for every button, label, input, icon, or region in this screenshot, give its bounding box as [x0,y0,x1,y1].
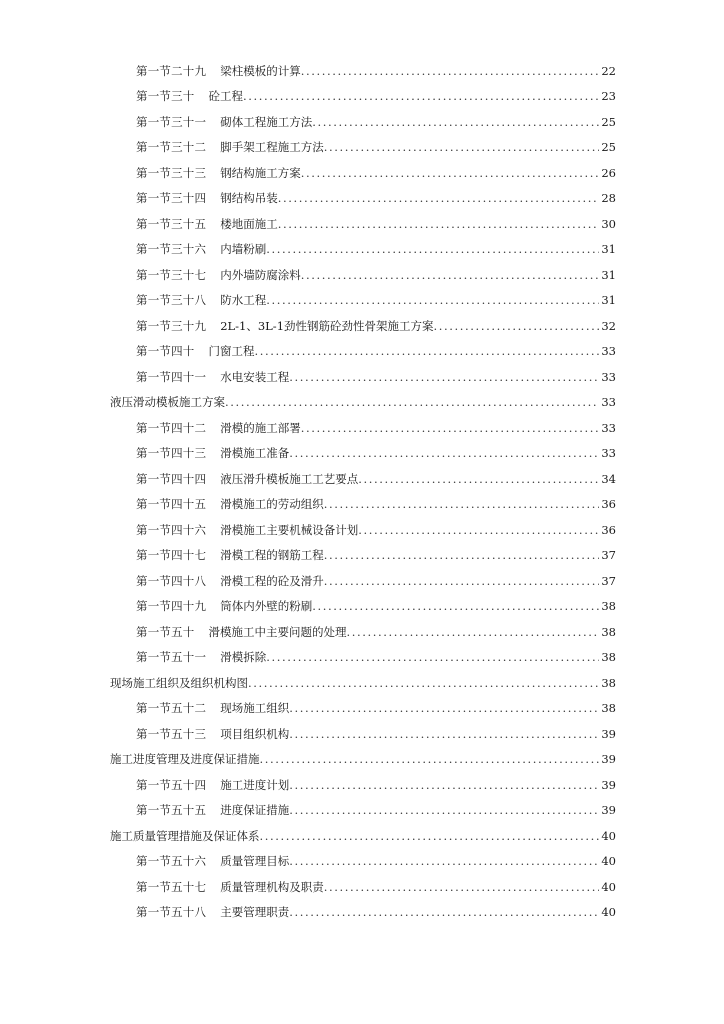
toc-entry-line [136,598,616,614]
toc-section-title: 滑模工程的钢筋工程 [220,548,324,563]
toc-entry[interactable] [0,313,724,339]
toc-entry-line [136,802,616,818]
toc-section-number: 第一节四十一 [136,369,207,384]
dot-leader [289,446,599,460]
dot-leader [324,880,600,894]
toc-entry[interactable] [0,696,724,722]
toc-entry-line [136,318,616,334]
toc-section-title: 内外墙防腐涂料 [220,267,301,282]
toc-page-number: 37 [601,573,616,588]
toc-section-title: 钢结构吊装 [220,191,278,206]
toc-entry[interactable] [0,772,724,798]
toc-entry-line [136,292,616,308]
toc-section-number: 第一节四十八 [136,573,207,588]
toc-section-title: 脚手架工程施工方法 [220,140,324,155]
toc-section-number: 第一节四十二 [136,420,207,435]
dot-leader [260,829,600,843]
toc-entry-line [136,420,616,436]
toc-entry-line [110,751,616,767]
toc-page-number: 33 [601,420,616,435]
toc-page-number: 31 [601,293,616,308]
toc-section-title: 滑模工程的砼及滑升 [220,573,324,588]
toc-section-title: 梁柱模板的计算 [220,63,301,78]
toc-page-number: 38 [601,650,616,665]
toc-section-title: 项目组织机构 [220,726,290,741]
toc-section-title: 质量管理机构及职责 [220,879,324,894]
toc-section-number: 第一节五十一 [136,650,207,665]
toc-entry-line [136,522,616,538]
toc-entry-line [136,139,616,155]
toc-entry-line [136,726,616,742]
toc-section-number: 第一节三十五 [136,216,207,231]
toc-page-number: 37 [601,548,616,563]
toc-entry[interactable] [0,390,724,416]
toc-page-number: 40 [601,854,616,869]
toc-section-number: 第一节二十九 [136,63,207,78]
table-of-contents [0,58,724,925]
toc-entry[interactable] [0,849,724,875]
toc-section-number: 第一节三十三 [136,165,207,180]
dot-leader [289,701,599,715]
toc-section-number: 第一节三十二 [136,140,207,155]
toc-section-title: 现场施工组织 [220,701,290,716]
dot-leader [347,625,600,639]
toc-entry[interactable] [0,339,724,365]
dot-leader [358,472,599,486]
toc-entry[interactable] [0,492,724,518]
dot-leader [266,650,599,664]
toc-section-title: 水电安装工程 [220,369,290,384]
toc-entry-line [136,573,616,589]
dot-leader [278,191,600,205]
toc-section-title: 砼工程 [208,89,243,104]
dot-leader [301,166,600,180]
toc-section-title: 进度保证措施 [220,803,290,818]
toc-section-number: 第一节四十七 [136,548,207,563]
toc-entry-line [136,547,616,563]
dot-leader [289,905,599,919]
toc-page-number: 40 [601,905,616,920]
toc-page-number: 32 [601,318,616,333]
toc-entry-line [136,649,616,665]
toc-section-title: 筒体内外壁的粉刷 [220,599,313,614]
toc-entry-line [110,828,616,844]
dot-leader [289,778,599,792]
dot-leader [324,140,600,154]
toc-section-title: 施工进度计划 [220,777,290,792]
toc-section-title: 现场施工组织及组织机构图 [110,675,248,690]
toc-section-number: 第一节三十七 [136,267,207,282]
toc-page-number: 38 [601,675,616,690]
toc-page-number: 33 [601,369,616,384]
toc-section-number: 第一节四十六 [136,522,207,537]
toc-section-title: 施工质量管理措施及保证体系 [110,828,260,843]
toc-entry-line [136,88,616,104]
dot-leader [312,115,599,129]
toc-entry-line [136,853,616,869]
toc-page-number: 33 [601,395,616,410]
toc-section-number: 第一节五十七 [136,879,207,894]
dot-leader [260,752,600,766]
toc-section-title: 滑模施工的劳动组织 [220,497,324,512]
toc-entry-line [136,343,616,359]
dot-leader [248,676,599,690]
toc-page-number: 30 [601,216,616,231]
toc-entry[interactable] [0,900,724,926]
dot-leader [301,421,600,435]
toc-page-number: 39 [601,752,616,767]
dot-leader [301,64,600,78]
toc-entry[interactable] [0,798,724,824]
toc-page-number: 25 [601,114,616,129]
toc-entry-line [136,879,616,895]
toc-page-number: 36 [601,497,616,512]
toc-entry-line [136,471,616,487]
toc-section-number: 第一节五十六 [136,854,207,869]
dot-leader [358,523,599,537]
toc-entry-line [136,904,616,920]
toc-section-number: 第一节三十四 [136,191,207,206]
toc-page-number: 25 [601,140,616,155]
dot-leader [278,217,600,231]
toc-entry[interactable] [0,109,724,135]
toc-page-number: 39 [601,777,616,792]
toc-entry[interactable] [0,135,724,161]
toc-entry-line [136,190,616,206]
toc-page-number: 39 [601,726,616,741]
toc-entry-line [136,267,616,283]
dot-leader [289,727,599,741]
toc-page-number: 36 [601,522,616,537]
dot-leader [434,319,600,333]
toc-section-title: 主要管理职责 [220,905,290,920]
toc-section-number: 第一节三十一 [136,114,207,129]
toc-section-title: 门窗工程 [208,344,255,359]
toc-page-number: 33 [601,344,616,359]
dot-leader [266,242,599,256]
toc-page-number: 40 [601,879,616,894]
toc-page-number: 28 [601,191,616,206]
toc-entry[interactable] [0,823,724,849]
toc-section-number: 第一节四十三 [136,446,207,461]
toc-section-title: 钢结构施工方案 [220,165,301,180]
toc-entry[interactable] [0,874,724,900]
dot-leader [255,344,600,358]
toc-section-number: 第一节五十二 [136,701,207,716]
toc-entry[interactable] [0,237,724,263]
toc-entry-line [136,369,616,385]
toc-page-number: 38 [601,599,616,614]
toc-page-number: 31 [601,267,616,282]
toc-entry-line [136,241,616,257]
toc-page-number: 23 [601,89,616,104]
toc-section-number: 第一节五十四 [136,777,207,792]
dot-leader [324,548,600,562]
dot-leader [324,574,600,588]
toc-section-number: 第一节四十九 [136,599,207,614]
toc-section-title: 滑模的施工部署 [220,420,301,435]
toc-section-number: 第一节五十八 [136,905,207,920]
dot-leader [289,854,599,868]
dot-leader [225,395,599,409]
toc-entry-line [136,496,616,512]
toc-section-number: 第一节五十五 [136,803,207,818]
toc-entry[interactable] [0,619,724,645]
toc-entry[interactable] [0,415,724,441]
toc-entry[interactable] [0,670,724,696]
toc-entry-line [136,216,616,232]
toc-entry[interactable] [0,517,724,543]
toc-entry-line [136,700,616,716]
toc-entry[interactable] [0,747,724,773]
toc-entry[interactable] [0,84,724,110]
toc-section-title: 楼地面施工 [220,216,278,231]
toc-entry-line [136,624,616,640]
toc-section-title: 内墙粉刷 [220,242,267,257]
toc-section-number: 第一节四十 [136,344,195,359]
toc-section-title: 质量管理目标 [220,854,290,869]
toc-section-number: 第一节三十九 [136,318,207,333]
dot-leader [324,497,600,511]
toc-section-title: 砌体工程施工方法 [220,114,313,129]
toc-entry[interactable] [0,441,724,467]
dot-leader [266,293,599,307]
toc-entry-line [136,445,616,461]
toc-entry[interactable] [0,364,724,390]
toc-section-title: 滑模施工中主要问题的处理 [208,624,347,639]
toc-section-number: 第一节四十五 [136,497,207,512]
dot-leader [243,89,599,103]
toc-section-title: 滑模拆除 [220,650,267,665]
toc-entry[interactable] [0,160,724,186]
toc-section-number: 第一节三十八 [136,293,207,308]
toc-section-title: 滑模施工准备 [220,446,290,461]
dot-leader [289,803,599,817]
toc-page-number: 22 [601,63,616,78]
toc-entry-line [136,63,616,79]
toc-section-number: 第一节四十四 [136,471,207,486]
toc-page-number: 38 [601,701,616,716]
toc-entry-line [136,165,616,181]
toc-entry[interactable] [0,186,724,212]
toc-section-title: 滑模施工主要机械设备计划 [220,522,359,537]
toc-section-title: 2L-1、3L-1劲性钢筋砼劲性骨架施工方案 [220,318,434,333]
toc-section-number: 第一节五十 [136,624,195,639]
toc-page-number: 39 [601,803,616,818]
dot-leader [301,268,600,282]
toc-section-title: 液压滑动模板施工方案 [110,395,225,410]
toc-page-number: 26 [601,165,616,180]
toc-entry[interactable] [0,288,724,314]
toc-section-title: 液压滑升模板施工工艺要点 [220,471,359,486]
toc-entry[interactable] [0,594,724,620]
toc-entry-line [110,394,616,410]
toc-entry[interactable] [0,466,724,492]
toc-page-number: 40 [601,828,616,843]
toc-entry[interactable] [0,568,724,594]
dot-leader [312,599,599,613]
toc-entry[interactable] [0,262,724,288]
toc-entry-line [136,114,616,130]
toc-entry[interactable] [0,645,724,671]
toc-entry-line [110,675,616,691]
toc-entry[interactable] [0,58,724,84]
toc-section-title: 防水工程 [220,293,267,308]
toc-page-number: 33 [601,446,616,461]
toc-entry[interactable] [0,211,724,237]
toc-entry[interactable] [0,543,724,569]
toc-section-number: 第一节三十六 [136,242,207,257]
toc-section-title: 施工进度管理及进度保证措施 [110,752,260,767]
toc-section-number: 第一节三十 [136,89,195,104]
toc-page-number: 34 [601,471,616,486]
toc-entry[interactable] [0,721,724,747]
toc-section-number: 第一节五十三 [136,726,207,741]
toc-page-number: 31 [601,242,616,257]
toc-page-number: 38 [601,624,616,639]
toc-entry-line [136,777,616,793]
dot-leader [289,370,599,384]
